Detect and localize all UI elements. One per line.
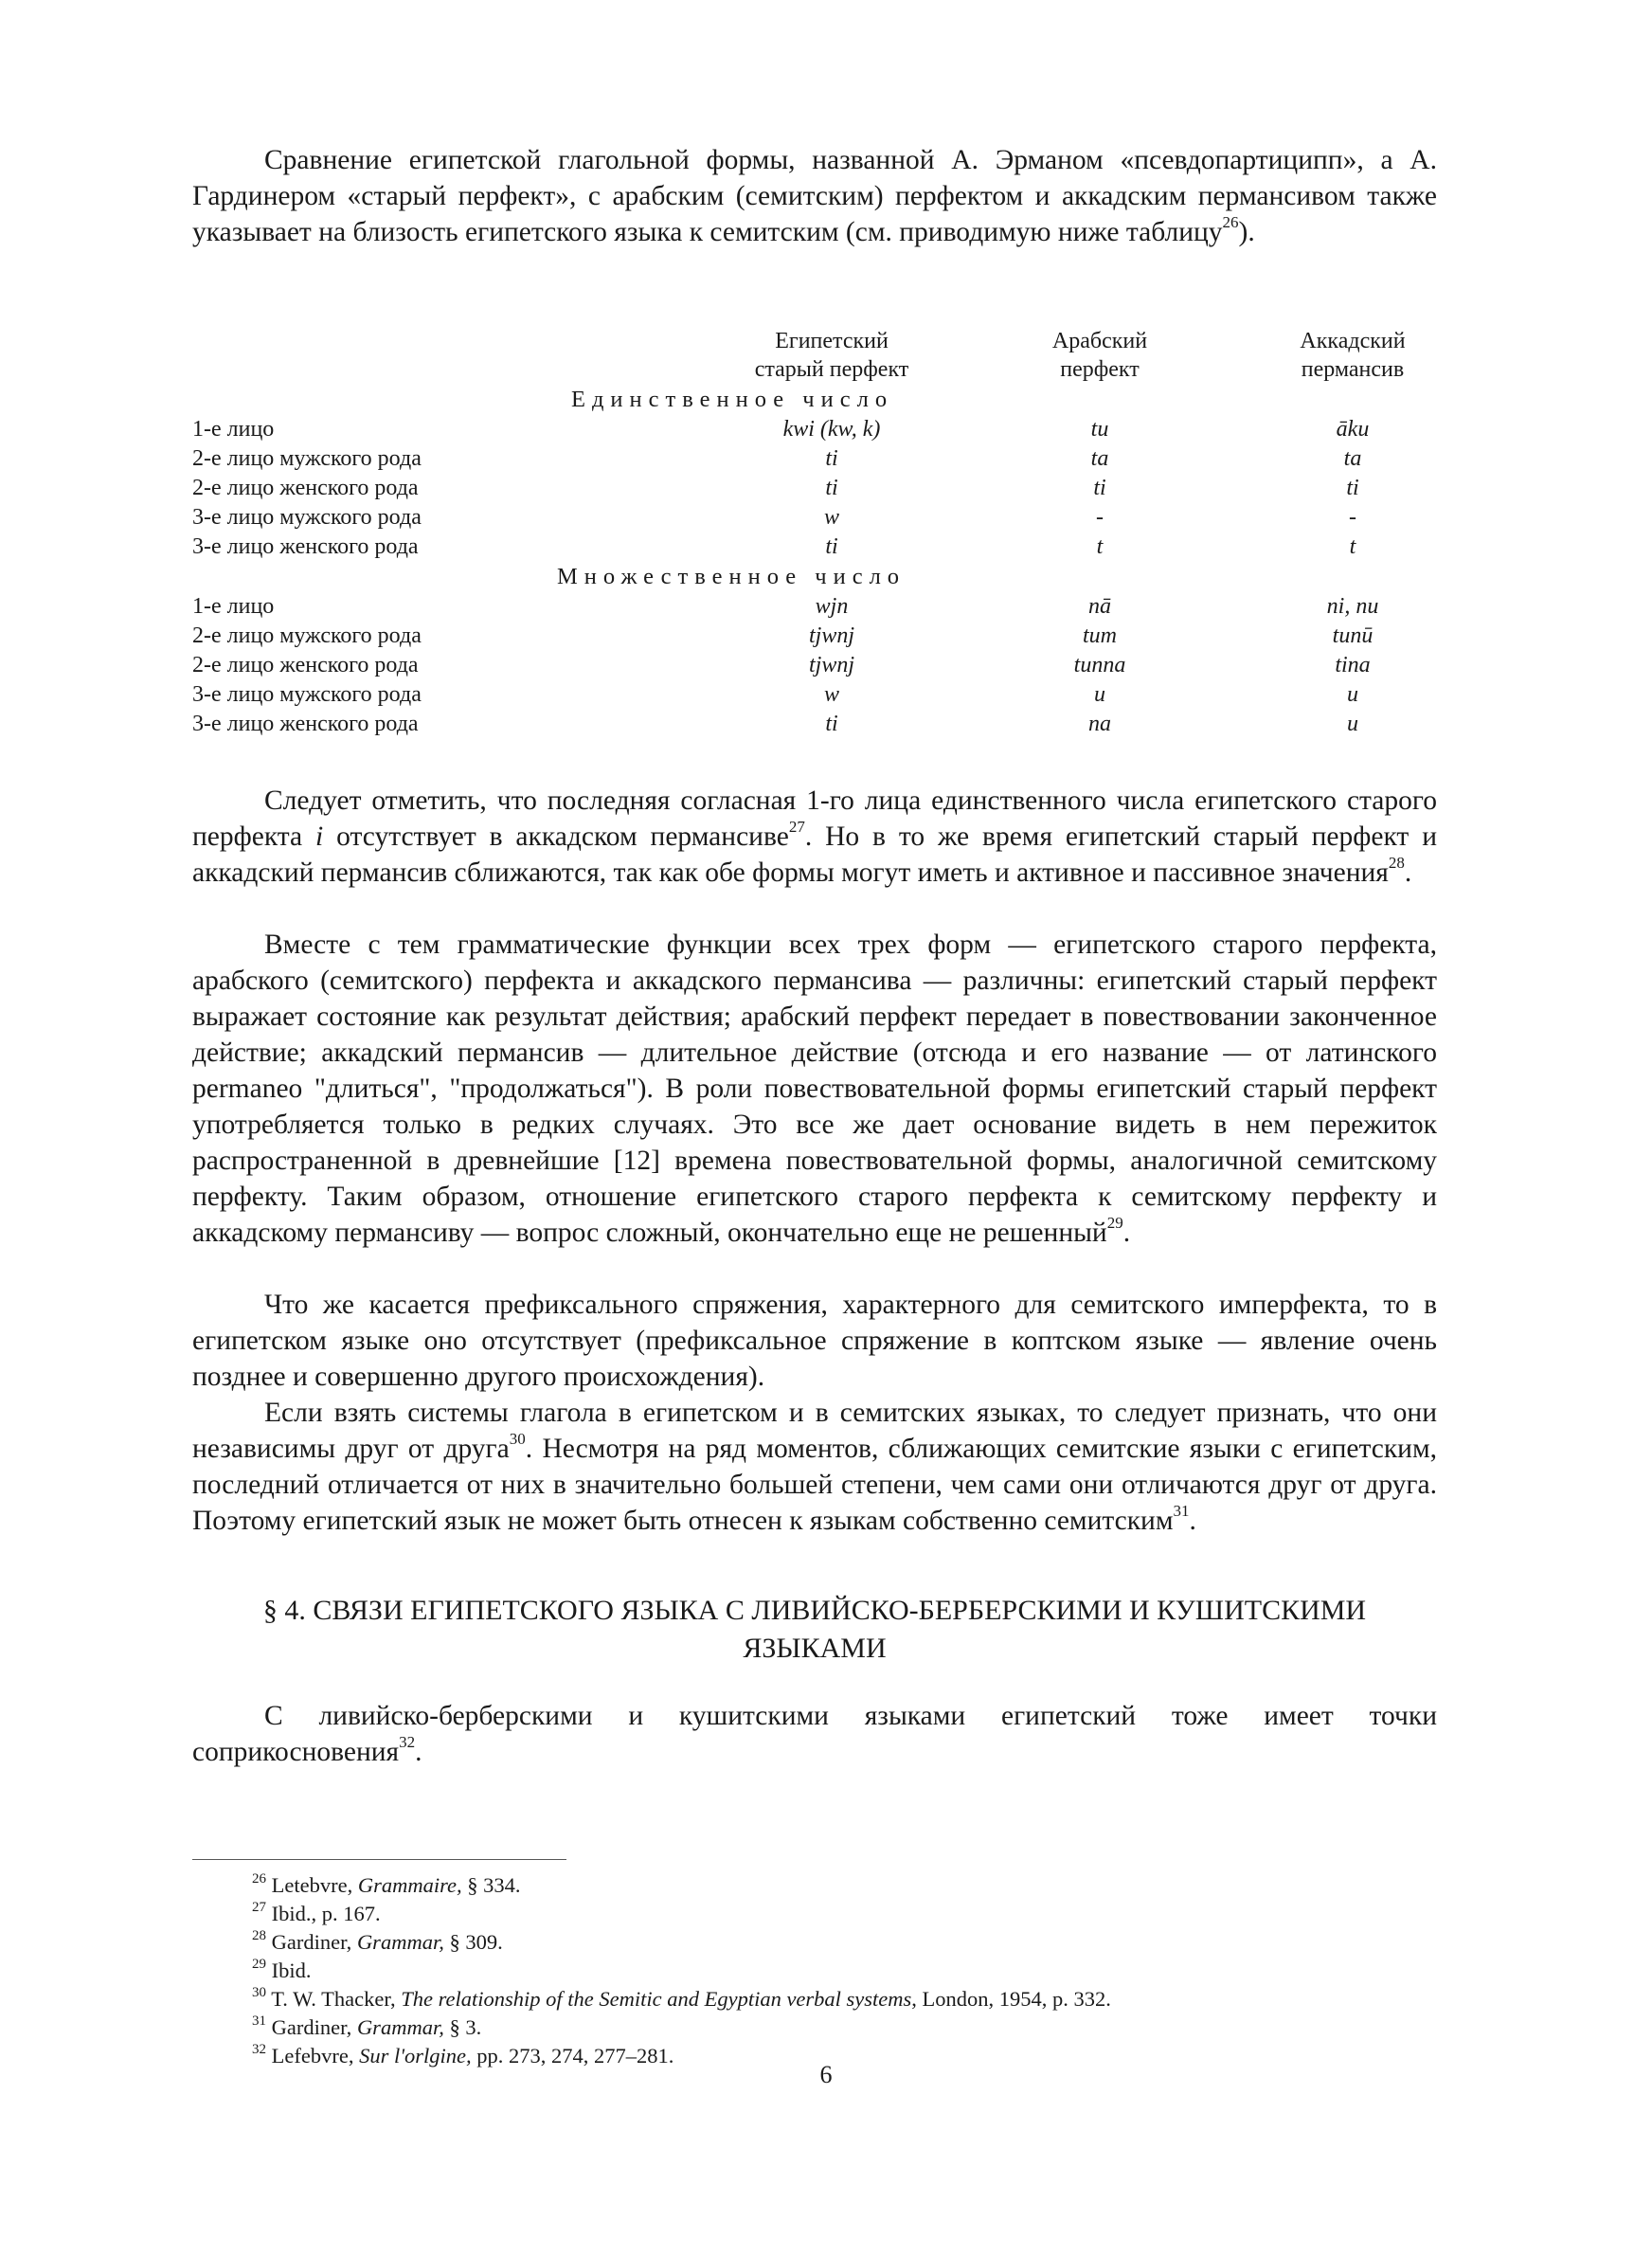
section-heading-line1: § 4. СВЯЗИ ЕГИПЕТСКОГО ЯЗЫКА С ЛИВИЙСКО-БЕРБЕРСКИМИ И КУШИТСКИМИ	[262, 1595, 1367, 1626]
cell-arabic: tu	[1090, 417, 1109, 442]
footnote-text: Letebvre,	[271, 1873, 358, 1897]
cell-egyptian: ti	[825, 476, 838, 500]
footnote	[252, 1871, 1111, 1900]
table-row	[192, 712, 1358, 741]
page-number: 6	[819, 2061, 833, 2088]
p2-text-a: Вместе с тем грамматические функции всех трех форм — египетского старого перфекта, арабского (семитского) перфекта и аккадского пермансива — различны: египетский старый перфект выражает состояние как результат действия; арабский перфект передает в повествовании законченное действие; аккадский пермансив — длительное действие (отсюда и его название — от латинского permaneo "длиться", "продолжаться"). В роли повествовательной формы египетский старый перфект употребляется только в редких случаях. Это все же дает основание видеть в нем пережиток распространенной в древнейшие [12] времена повествовательной формы, аналогичной семитскому перфекту. Таким образом, отношение египетского старого перфекта к семитскому перфекту и аккадскому пермансиву — вопрос сложный, окончательно еще не решенный	[192, 930, 1437, 1248]
cell-akkadian: ni, nu	[1326, 594, 1379, 619]
table-row	[192, 476, 1359, 505]
footnote-number: 29	[252, 1956, 266, 1972]
footnote	[252, 1900, 1111, 1928]
cell-arabic: ti	[1093, 476, 1106, 500]
p4-text-c: .	[1189, 1506, 1196, 1536]
header-arabic-line1: Арабский	[1051, 329, 1148, 353]
section-heading	[192, 1592, 1437, 1668]
footnote-ref[interactable]: 30	[509, 1430, 526, 1449]
footnote-text: Gardiner,	[271, 1930, 357, 1954]
footnote-text: T. W. Thacker,	[271, 1987, 402, 2011]
p3-text: Что же касается префиксального спряжения, характерного для семитского имперфекта, то в египетском языке оно отсутствует (префиксальное спряжение в коптском языке — явление очень позднее и совершенно другого происхождения).	[192, 1290, 1437, 1392]
row-person: 1-е лицо	[192, 594, 275, 619]
row-person: 3-е лицо мужского рода	[192, 682, 422, 707]
header-akkadian	[1230, 327, 1476, 384]
cell-akkadian: -	[1349, 505, 1356, 530]
footnote-text: § 309.	[443, 1930, 503, 1954]
footnote-italic: Grammar,	[356, 1930, 444, 1954]
footnote-number: 31	[252, 2013, 266, 2029]
footnote-text: Lefebvre,	[271, 2044, 360, 2067]
paragraph-4	[192, 1395, 1437, 1539]
paragraph-2	[192, 927, 1437, 1251]
table-row	[192, 534, 1356, 564]
p1-text-b: отсутствует в аккадском пермансиве	[323, 822, 789, 852]
footnote-text: pp. 273, 274, 277–281.	[471, 2044, 674, 2067]
footnote-italic: Sur l'orlgine,	[359, 2044, 472, 2067]
plural-section-label: Множественное число	[557, 564, 907, 589]
footnote	[252, 1928, 1111, 1957]
footnote-divider	[192, 1859, 566, 1860]
p4-text-b: . Несмотря на ряд моментов, сближающих семитские языки с египетским, последний отличается от них в значительно большей степени, чем сами они отличаются друг от друга. Поэтому египетский язык не может быть отнесен к языкам собственно семитским	[192, 1434, 1438, 1536]
footnote-text: Ibid.	[271, 1959, 312, 1982]
cell-egyptian: ti	[825, 446, 838, 471]
cell-arabic: -	[1096, 505, 1104, 530]
footnote-number: 28	[252, 1927, 266, 1943]
row-person: 3-е лицо женского рода	[192, 712, 419, 736]
row-person: 3-е лицо мужского рода	[192, 505, 422, 530]
cell-akkadian: t	[1349, 534, 1356, 559]
cell-arabic: na	[1088, 712, 1111, 736]
cell-akkadian: u	[1347, 682, 1358, 707]
row-person: 3-е лицо женского рода	[192, 534, 419, 559]
cell-arabic: tunna	[1073, 653, 1126, 677]
footnote-number: 26	[252, 1870, 266, 1887]
intro-tail: ).	[1238, 217, 1255, 247]
p1-text-c: . Но в то же время египетский старый перфект и аккадский пермансив сближаются, так как обе формы могут иметь и активное и пассивное значения	[192, 822, 1437, 888]
footnote-number: 27	[252, 1899, 266, 1915]
footnotes	[252, 1871, 1111, 2070]
footnote-number: 32	[252, 2041, 266, 2057]
footnote	[252, 1957, 1111, 1985]
cell-akkadian: ti	[1346, 476, 1359, 500]
cell-arabic: tum	[1083, 623, 1117, 648]
cell-egyptian: kwi (kw, k)	[782, 417, 881, 442]
table-row	[192, 594, 1379, 623]
intro-paragraph	[192, 142, 1437, 250]
footnote	[252, 2013, 1111, 2042]
footnote-ref[interactable]: 27	[788, 818, 805, 837]
cell-egyptian: ti	[825, 534, 838, 559]
section-heading-line2: ЯЗЫКАМИ	[743, 1633, 887, 1664]
p5-text-a: С ливийско-берберскими и кушитскими языками египетский тоже имеет точки соприкосновения	[192, 1701, 1437, 1767]
row-person: 2-е лицо мужского рода	[192, 623, 422, 648]
footnote-text: Gardiner,	[271, 2015, 357, 2039]
cell-akkadian: āku	[1336, 417, 1370, 442]
cell-arabic: ta	[1090, 446, 1109, 471]
table-row	[192, 623, 1374, 653]
table-row	[192, 446, 1362, 476]
footnote-ref[interactable]: 26	[1222, 213, 1239, 232]
footnote-number: 30	[252, 1984, 266, 2000]
cell-arabic: nā	[1088, 594, 1111, 619]
cell-egyptian: w	[823, 682, 839, 707]
cell-egyptian: ti	[825, 712, 838, 736]
cell-akkadian: u	[1347, 712, 1358, 736]
footnote-ref[interactable]: 29	[1106, 1214, 1123, 1233]
row-person: 2-е лицо женского рода	[192, 476, 419, 500]
intro-text: Сравнение египетской глагольной формы, названной А. Эрманом «псевдопартиципп», а А. Гардинером «старый перфект», с арабским (семитским) перфектом и аккадским пермансивом также указывает на близость египетского языка к семитским (см. приводимую ниже таблицу	[192, 145, 1437, 247]
table-row	[192, 682, 1358, 712]
table-row	[192, 417, 1370, 446]
footnote	[252, 1985, 1111, 2013]
cell-akkadian: tina	[1335, 653, 1371, 677]
row-person: 2-е лицо мужского рода	[192, 446, 422, 471]
footnote-italic: The relationship of the Semitic and Egyptian verbal systems	[401, 1987, 912, 2011]
cell-arabic: t	[1096, 534, 1104, 559]
p1-text-a: Следует отметить, что последняя согласная 1-го лица единственного числа египетского старого перфекта	[192, 785, 1437, 852]
p2-text-b: .	[1122, 1218, 1131, 1248]
footnote-text: , London, 1954, p. 332.	[911, 1987, 1111, 2011]
row-person: 2-е лицо женского рода	[192, 653, 419, 677]
header-egyptian	[727, 327, 936, 384]
cell-egyptian: tjwnj	[808, 623, 854, 648]
footnote-text: § 3.	[443, 2015, 482, 2039]
cell-akkadian: tunū	[1332, 623, 1374, 648]
footnote-italic: Grammaire,	[357, 1873, 462, 1897]
footnote-text: Ibid., p. 167.	[271, 1902, 381, 1925]
footnote-ref[interactable]: 32	[399, 1733, 416, 1752]
cell-egyptian: w	[823, 505, 839, 530]
table-row	[192, 653, 1371, 682]
header-egyptian-line2: старый перфект	[754, 357, 909, 382]
paragraph-3	[192, 1287, 1437, 1395]
footnote-italic: Grammar,	[356, 2015, 444, 2039]
header-arabic	[1015, 327, 1185, 384]
row-person: 1-е лицо	[192, 417, 275, 442]
p4-text-a: Если взять системы глагола в египетском и в семитских языках, то следует признать, что они независимы друг от друга	[192, 1398, 1437, 1464]
p1-italic: i	[315, 822, 324, 852]
singular-section-label: Единственное число	[571, 387, 894, 412]
header-arabic-line2: перфект	[1060, 357, 1140, 382]
header-akkadian-line1: Аккадский	[1300, 329, 1406, 353]
table-row	[192, 505, 1356, 534]
footnote-ref[interactable]: 31	[1173, 1502, 1190, 1521]
paragraph-5	[192, 1698, 1437, 1770]
cell-egyptian: wjn	[815, 594, 849, 619]
header-egyptian-line1: Египетский	[775, 329, 889, 353]
footnote-ref[interactable]: 28	[1388, 854, 1405, 873]
header-akkadian-line2: пермансив	[1301, 357, 1405, 382]
p1-text-d: .	[1404, 858, 1412, 888]
cell-arabic: u	[1094, 682, 1105, 707]
paragraph-1	[192, 783, 1437, 891]
cell-egyptian: tjwnj	[808, 653, 854, 677]
p5-text-b: .	[415, 1737, 422, 1767]
footnote-text: § 334.	[461, 1873, 521, 1897]
cell-akkadian: ta	[1343, 446, 1362, 471]
